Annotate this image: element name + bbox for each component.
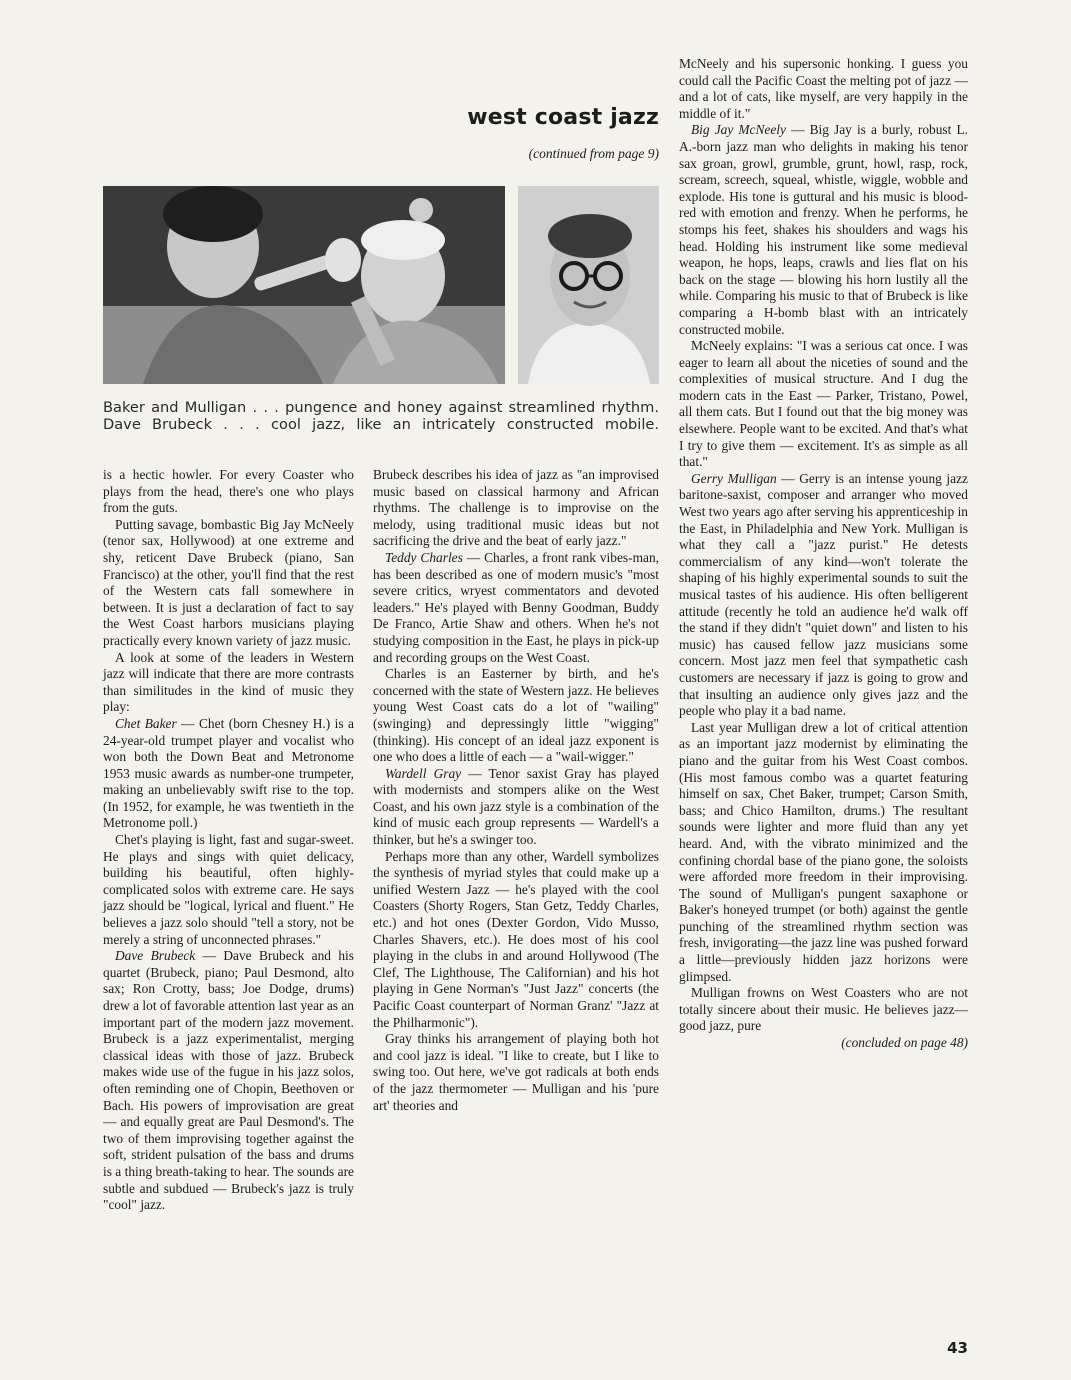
paragraph [103,832,354,948]
paragraph-text: — Dave Brubeck and his quartet (Brubeck, piano; Paul Desmond, alto sax; Ron Crotty, bass; Joe Dodge, drums) drew a lot of favorable attention last year as an important part of the modern jazz movement. Brubeck is a jazz experimentalist, merging classical ideas with those of jazz. Brubeck makes wide use of the fugue in his jazz solos, often reminding one of Chopin, Beethoven or Bach. His powers of improvisation are great — and equally great are Paul Desmond's. The two of them improvising together against the soft, strident pulsation of the bass and drums is a thing breath-taking to hear. The sounds are subtle and subdued — Brubeck's jazz is truly "cool" jazz. [103,948,354,1213]
paragraph-text: — Tenor saxist Gray has played with modernists and stompers alike on the West Coast, and his own jazz style is a combination of the kind of music each group represents — Wardell's a thinker, but he's a swinger too. [373,765,659,848]
paragraph [679,122,968,338]
article-column-3 [679,56,968,1052]
paragraph-text: McNeely and his supersonic honking. I guess you could call the Pacific Coast the melting pot of jazz — and a lot of cats, like myself, are very happily in the middle of it." [679,56,968,121]
paragraph-lead: Chet Baker [115,715,177,731]
page-number: 43 [947,1339,968,1357]
paragraph-text: Putting savage, bombastic Big Jay McNeely (tenor sax, Hollywood) at one extreme and shy, reticent Dave Brubeck (piano, San Francisco) at the other, you'll find that the rest of the Western cats fall somewhere in between. It is just a declaration of fact to say the West Coast harbors musicians playing practically every known variety of jazz music. [103,516,354,648]
paragraph-text: Mulligan frowns on West Coasters who are not totally sincere about their music. He believes jazz—good jazz, pure [679,985,968,1034]
paragraph-text: Gray thinks his arrangement of playing both hot and cool jazz is ideal. "I like to create, but I like to swing too. Out here, we've got radicals at both ends of the jazz thermometer — Mulligan and his 'pure art' theories and [373,1031,659,1113]
paragraph-text: A look at some of the leaders in Western jazz will indicate that there are more contrasts than similitudes in the kind of music they play: [103,649,354,715]
paragraph-lead: Gerry Mulligan [691,470,777,486]
paragraph [679,338,968,471]
caption-line-2: Dave Brubeck . . . cool jazz, like an intricately constructed mobile. [103,416,659,433]
paragraph-text: McNeely explains: "I was a serious cat once. I was eager to learn all about the niceties of sound and the complexities of musical structure. And I dug the modern cats in the East — Parker, Tristano, Powel, all them cats. But I found out that the big money was elsewhere. People want to be excited. And that's what I try to give them — excitement. It's as simple as all that." [679,338,968,470]
paragraph-lead: Big Jay McNeely [691,122,786,138]
paragraph [373,467,659,550]
paragraph [373,849,659,1032]
paragraph [679,56,968,122]
continued-note: (continued from page 9) [528,146,659,161]
photo-brubeck [518,186,659,384]
photo-brubeck-image [518,186,659,384]
article-title: west coast jazz [467,105,659,130]
paragraph-text: Charles is an Easterner by birth, and he's concerned with the state of Western jazz. He believes young West Coast cats do a lot of "wailing" (swinging) and depressingly little "wigging" (thinking). His concept of an ideal jazz exponent is one who does a little of each — a "wail-wigger." [373,666,659,765]
paragraph-lead: Teddy Charles [385,549,463,565]
photo-baker-mulligan [103,186,505,384]
paragraph-text: — Chet (born Chesney H.) is a 24-year-old trumpet player and vocalist who won both the Down Beat and Metronome 1953 music awards as number-one trumpeter, making an unbelievably swift rise to the top. (In 1952, for example, he was twentieth in the Metronome poll.) [103,715,354,831]
paragraph [679,985,968,1035]
paragraph [373,550,659,666]
paragraph [103,517,354,650]
paragraph [373,1031,659,1114]
paragraph [373,666,659,766]
paragraph [103,650,354,716]
photo-baker-mulligan-image [103,186,505,384]
paragraph-text: — Charles, a front rank vibes-man, has been described as one of modern music's "most severe critics, wryest commentators and devoted leaders." He's played with Benny Goodman, Buddy De Franco, Artie Shaw and others. When he's not studying composition in the East, he plays in pick-up and recording groups on the West Coast. [373,549,659,665]
concluded-note: (concluded on page 48) [841,1035,968,1051]
paragraph-text: Perhaps more than any other, Wardell symbolizes the synthesis of myriad styles that could make up a unified Western Jazz — he's played with the cool Coasters (Shorty Rogers, Stan Getz, Teddy Charles, etc.) and hot ones (Dexter Gordon, Vido Musso, Charles Shavers, etc.). He does most of his cool playing in the clubs in and around Hollywood (The Clef, The Lighthouse, The Californian) and his hot playing in Gene Norman's "Just Jazz" concerts (the Pacific Coast counterpart of Norman Granz' "Jazz at the Philharmonic"). [373,848,659,1030]
paragraph-text: Chet's playing is light, fast and sugar-sweet. He plays and sings with quiet delicacy, building his beautiful, often highly-complicated solos with extreme care. He says jazz should be "logical, lyrical and fluent." He believes a jazz solo should "tell a story, not be merely a string of unconnected phrases." [103,832,354,947]
paragraph-text: Brubeck describes his idea of jazz as "an improvised music based on classical harmony and African rhythms. The challenge is to improvise on the melody, using traditional music ideas but not sacrificing the drive and the beat of early jazz." [373,467,659,549]
paragraph-text: — Big Jay is a burly, robust L. A.-born jazz man who delights in making his tenor sax groan, growl, grumble, grunt, howl, rasp, rock, scream, screech, squeal, whistle, wiggle, wobble and explode. His tone is guttural and his music is blood-red with emotion and frenzy. When he performs, he stomps his feet, shakes his shoulders and wags his head. Holding his instrument like some medieval weapon, he hops, leaps, crawls and lies flat on his back on the stage — blowing his horn lustily all the while. Comparing his music to that of Brubeck is like comparing a H-bomb blast with an intricately constructed mobile. [679,122,968,337]
paragraph [679,471,968,720]
paragraph-text: Last year Mulligan drew a lot of critical attention as an important jazz modernist by eliminating the piano and the guitar from his West Coast combos. (His most famous combo was a quartet featuring himself on sax, Chet Baker, trumpet; Carson Smith, bass; and Chico Hamilton, drums.) The resultant sounds were lighter and more fluid than any yet heard. And, with the vibrato minimized and the confining chordal base of the piano gone, the soloists were afforded more freedom in their improvising. The sound of Mulligan's pungent saxaphone or Baker's honeyed trumpet (or both) against the gentle punching of the streamlined rhythm section was fresh, invigorating—the jazz line was pushed forward a little—previously hidden jazz horizons were glimpsed. [679,719,968,984]
paragraph [373,766,659,849]
paragraph-text: — Gerry is an intense young jazz baritone-saxist, composer and arranger who moved West two years ago after serving his apprenticeship in the East, in Philadelphia and New York. Mulligan is what they call a "jazz purist." He detests commercialism of any kind—won't tolerate the shaping of his highly experimental sounds to suit the musical tastes of his audience. His often belligerent attitude (recently he told an audience he'd walk off the stand if they didn't "quiet down" and listen to his music) has caused fellow jazz musicians some concern. Most jazz men feel that sympathetic cash customers are necessary if jazz is going to grow and that insulting an audience only gives jazz and the people who play it a bad name. [679,470,968,719]
paragraph-lead: Wardell Gray [385,765,462,781]
article-column-1 [103,467,354,1214]
paragraph [103,467,354,517]
paragraph [103,716,354,832]
paragraph [679,720,968,986]
photo-caption [103,399,659,433]
paragraph [103,948,354,1214]
article-column-2 [373,467,659,1114]
paragraph-text: is a hectic howler. For every Coaster who plays from the head, there's one who plays from the guts. [103,467,354,516]
caption-line-1: Baker and Mulligan . . . pungence and honey against streamlined rhythm. [103,399,659,416]
paragraph-lead: Dave Brubeck [115,948,196,964]
